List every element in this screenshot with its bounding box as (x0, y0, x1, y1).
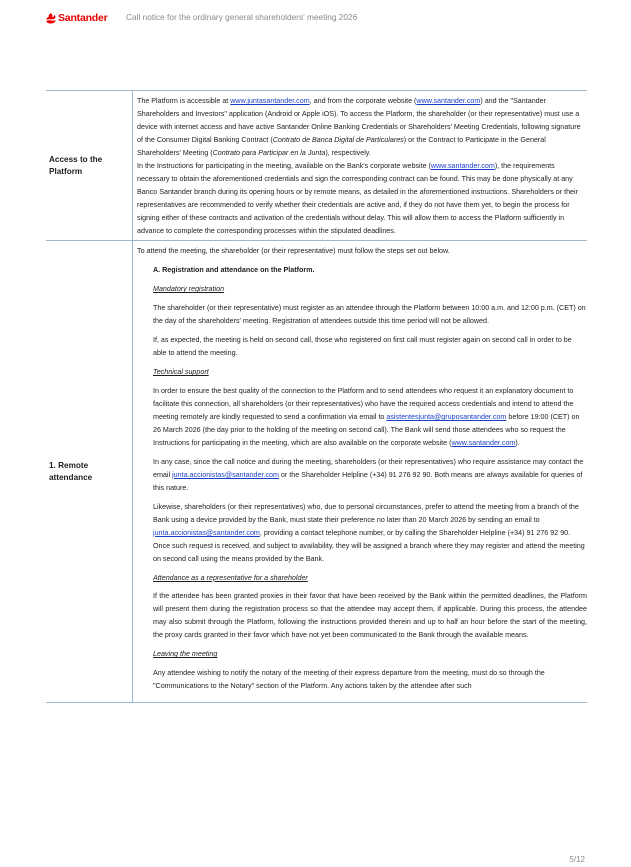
link-email-asistentes[interactable]: asistentesjunta@gruposantander.com (386, 413, 507, 422)
link-email-junta[interactable]: junta.accionistas@santander.com (172, 470, 279, 479)
paragraph-proxies: If the attendee has been granted proxies in their favor that have been received by the Bank within the permitted deadlines, the Platform will present them during the registration process so that the attendee may accept them, if applicable. During this process, the attendee may also submit through the Platform, following the instructions provided therein and up to half an hour before the start of the meeting, the proxy cards granted in their favor which have not yet been communicated to the Bank through the available means. (153, 592, 587, 640)
paragraph-assistance: In any case, since the call notice and during the meeting, shareholders (or their representatives) who require assistance may contact the email junta.accionistas@santander.com or the Shareholder Helpline (+34) 91 276 92 90. Both means are always available for queries of this nature. (153, 457, 584, 492)
link-santander-website[interactable]: www.santander.com (416, 97, 481, 105)
section-a-heading: A. Registration and attendance on the Platform. (153, 266, 315, 275)
row-label-remote (46, 241, 133, 702)
santander-logo (46, 10, 108, 26)
santander-flame-icon (46, 13, 56, 24)
row-body-access (133, 91, 587, 240)
paragraph-platform-access: The Platform is accessible at www.juntasantander.com, and from the corporate website (www.santander.com) and the "Santander Shareholders and Investors" application (Android or Apple iOS). To access the Platform, the shareholder (or their representative) must use a device with internet access and have active Santander Online Banking Credentials or Shareholders' Meeting Credentials, following signature of the Consumer Digital Banking Contract (Contrato de Banca Digital de Particulares) or the Contract to Participate in the General Shareholders' Meeting (Contrato para Participar en la Junta), respectively. (137, 97, 581, 157)
link-santander-website[interactable]: www.santander.com (430, 161, 495, 170)
content-table (46, 90, 587, 703)
subheading-technical-support: Technical support (153, 368, 209, 377)
paragraph-second-call: If, as expected, the meeting is held on second call, those who registered on first call must register again on second call in order to be able to attend the meeting. (153, 336, 572, 358)
paragraph-intro: To attend the meeting, the shareholder (or their representative) must follow the steps set out below. (137, 247, 450, 256)
paragraph-leaving: Any attendee wishing to notify the notary of the meeting of their express departure from the meeting, must do so through the "Communications to the Notary" section of the Platform. Any actions taken by the attendee after such (153, 669, 545, 691)
paragraph-branch-attendance: Likewise, shareholders (or their representatives) who, due to personal circumstances, prefer to attend the meeting from a branch of the Bank using a device provided by the Bank, must state their preference no later than 20 March 2026 by sending an email to junta.accionistas@santander.com, providing a contact telephone number, or by calling the Shareholder Helpline (+34) 91 276 92 90. Once such request is received, and subject to availability, they will be assigned a branch where they may register and attend the meeting on second call using the means provided by the Bank. (153, 502, 585, 563)
row-label-access (46, 91, 133, 240)
subheading-representative: Attendance as a representative for a shareholder (153, 573, 308, 582)
row-label-line2: attendance (49, 472, 93, 482)
paragraph-registration: The shareholder (or their representative) must register as an attendee through the Platform between 10:00 a.m. and 12:00 p.m. (CET) on the day of the shareholders' meeting. Registration of attendees outside this time period will not be allowed. (153, 304, 586, 326)
table-row-access (46, 90, 587, 240)
paragraph-instructions: In the Instructions for participating in the meeting, available on the Bank's corporate website (www.santander.com), the requirements necessary to obtain the aforementioned credentials and sign the corresponding contract can be found. This may be done physically at any Banco Santander branch during its opening hours or by remote means, as detailed in the aforementioned instructions. Shareholders or their representatives are recommended to verify whether their credentials are active and, if they do not have them yet, to begin the process for signing either of these contracts and activation of the credentials without delay. This will allow them to access the Platform sufficiently in advance to complete the corresponding processes within the stipulated deadlines. (137, 161, 578, 235)
paragraph-connection-quality: In order to ensure the best quality of the connection to the Platform and to send attendees who request it an explanatory document to facilitate this connection, all shareholders (or their representatives) who have the required access credentials and intend to attend the meeting remotely are kindly requested to send a confirmation via email to asistentesjunta@gruposantander.com before 19:00 (CET) on 26 March 2026 (the day prior to the holding of the meeting on second call). The Bank will send those attendees who so request the Instructions for participating in the meeting, which are also available on the corporate website (www.santander.com). (153, 387, 580, 447)
table-row-remote-attendance (46, 240, 587, 703)
subheading-mandatory-registration: Mandatory registration (153, 285, 225, 294)
row-label-line2: Platform (49, 166, 83, 176)
subheading-leaving: Leaving the meeting (153, 650, 218, 659)
link-santander-website[interactable]: www.santander.com (451, 438, 516, 447)
link-juntasantander[interactable]: www.juntasantander.com (230, 97, 310, 105)
row-label-line1: 1. Remote (49, 460, 89, 470)
page-number: 5/12 (569, 855, 585, 864)
document-title: Call notice for the ordinary general shareholders' meeting 2026 (126, 12, 358, 22)
link-email-junta[interactable]: junta.accionistas@santander.com (153, 528, 260, 537)
page-header (46, 10, 606, 26)
row-label-line1: Access to the (49, 154, 103, 164)
row-body-remote (133, 241, 587, 702)
brand-name: Santander (58, 12, 108, 24)
